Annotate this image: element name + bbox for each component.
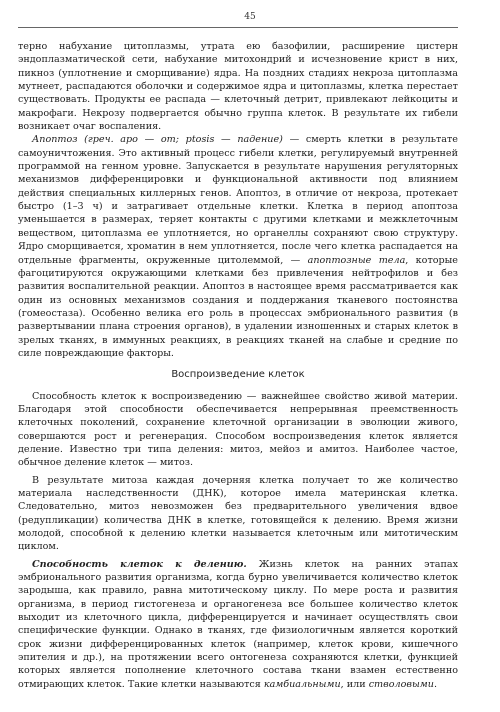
apoptosis-term: Апоптоз (греч. apo — от; ptosis — падение) (32, 134, 283, 146)
paragraph-mitosis: В результате митоза каждая дочерняя клетка получает то же количество материала наследственности (ДНК), которое имела материнская клетка. Следовательно, митоз невозможен без предварительного увеличения вдвое (редупликации) количества ДНК в клетке, готовящейся к делению. Время жизни молодой, способной к делению клетки называется клеточным или митотическим циклом. (18, 474, 458, 553)
paragraph-necrosis: терно набухание цитоплазмы, утрата ею базофилии, расширение цистерн эндоплазматической сети, набухание митохондрий и исчезновение крист в них, пикноз (уплотнение и сморщивание) ядра. На поздних стадиях некроза цитоплазма мутнеет, распадаются оболочки и содержимое ядра и цитоплазмы, клетка перестает существовать. Продукты ее распада — клеточный детрит, привлекают лейкоциты и макрофаги. Некрозу подвергается обычно группа клеток. В результате их гибели возникает очаг воспаления. (18, 41, 458, 133)
apoptosis-text-before: — смерть клетки в результате самоуничтожения. Это активный процесс гибели клетки, регулируемый внутренней программой на генном уровне. Запускается в результате нарушения регуляторных механизмов дифференцировки и функциональной активности под влиянием действия специальных киллерных генов. Апоптоз, в отличие от некроза, протекает быстро (1–3 ч) и затрагивает отдельные клетки. Клетка в период апоптоза уменьшается в размерах, теряет контакты с другими клетками и межклеточным веществом, цитоплазма ее уплотняется, но органеллы сохраняют свою структуру. Ядро сморщивается, хроматин в нем уплотняется, после чего клетка распадается на отдельные фрагменты, окруженные цитолеммой, — (18, 134, 458, 266)
apoptosis-text-after: , которые фагоцитируются окружающими клетками без привлечения нейтрофилов и без развития воспалительной реакции. Апоптоз в настоящее время рассматривается как один из основных механизмов создания и поддержания тканевого постоянства (гомеостаза). Особенно велика его роль в процессах эмбрионального развития (в развертывании плана строения органов), в удалении изношенных и старых клеток в зрелых тканях, в иммунных реакциях, в реакциях тканей на слабые и средние по силе повреждающие факторы. (18, 254, 458, 359)
cell-division-end: . (433, 678, 437, 690)
page-body (18, 40, 458, 691)
section-heading: Воспроизведение клеток (171, 369, 305, 381)
header-rule (18, 27, 458, 28)
apoptotic-bodies-term: апоптозные тела (307, 254, 406, 266)
paragraph-reproduction: Способность клеток к воспроизведению — важнейшее свойство живой материи. Благодаря этой способности обеспечивается непрерывная преемственность клеточных поколений, сохранение клеточной организации в эволюции живого, совершаются рост и регенерация. Способом воспроизведения клеток является деление. Известно три типа деления: митоз, мейоз и амитоз. Наиболее частое, обычное деление клеток — митоз. (18, 390, 458, 469)
cambial-term: камбиальными (263, 678, 341, 690)
paragraph-apoptosis (18, 133, 458, 360)
stem-term: стволовыми (368, 678, 434, 690)
cell-division-lead: Способность клеток к делению. (32, 558, 247, 570)
cell-division-text: Жизнь клеток на ранних этапах эмбрионального развития организма, когда бурно увеличивается количество клеток зародыша, как правило, равна митотическому циклу. По мере роста и развития организма, в период гистогенеза и органогенеза все большее количество клеток выходит из клеточного цикла, дифференцируется и начинает осуществлять свои специфические функции. Однако в тканях, где физиологичным является короткий срок жизни дифференцированных клеток (например, клеток крови, кишечного эпителия и др.), на протяжении всего онтогенеза сохраняются клетки, функцией которых является пополнение клеточного состава ткани взамен естественно отмирающих клеток. Такие клетки называются (18, 558, 458, 690)
paragraph-cell-division (18, 558, 458, 691)
cell-division-mid: , или (340, 678, 369, 690)
page-number: 45 (244, 12, 256, 22)
